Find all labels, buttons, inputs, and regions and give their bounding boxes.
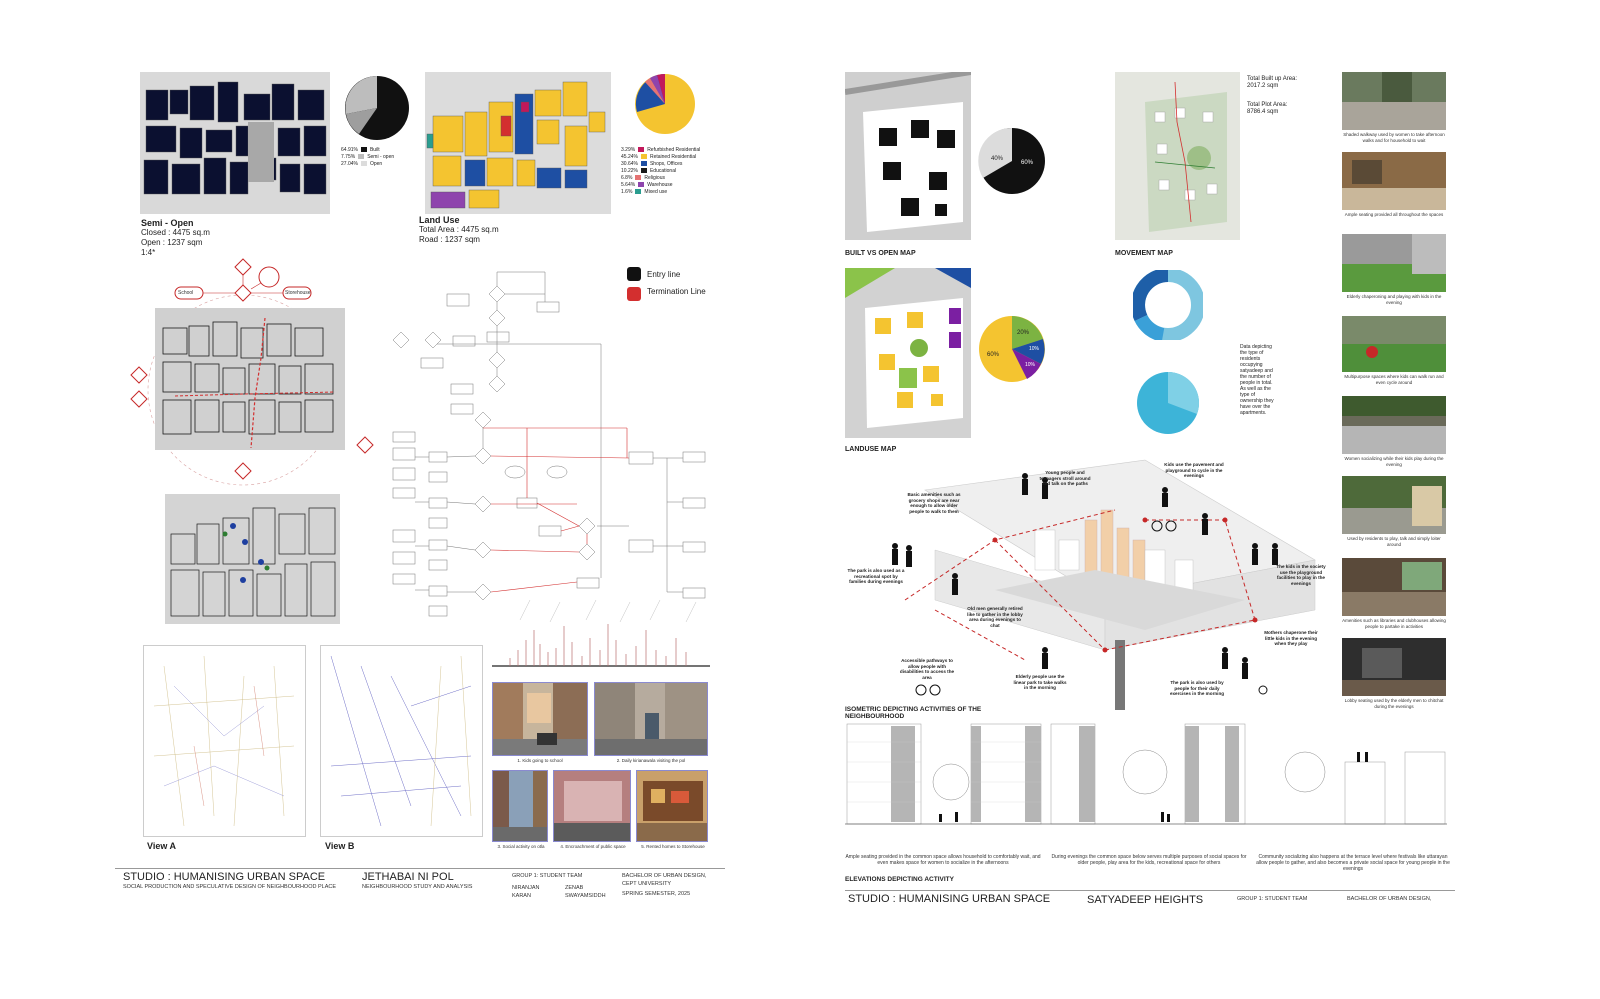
total-plot-text: Total Plot Area: 8786.4 sqm	[1247, 102, 1288, 115]
landuse-pie-label-4: 10%	[1025, 362, 1036, 368]
legend-swatch	[641, 161, 647, 166]
right-photo-1-image	[1342, 72, 1446, 130]
view-a-lines	[144, 646, 307, 838]
legend-pct: 27.04%	[341, 160, 358, 167]
legend-label: Shops, Offices	[649, 160, 683, 167]
semi-open-map	[140, 72, 330, 214]
view-b-sketch	[320, 645, 483, 837]
right-studio-title: STUDIO : HUMANISING URBAN SPACE	[848, 893, 1051, 905]
activity-timeline	[490, 600, 712, 680]
photo-caption-4: 4. Encroachment of public space	[560, 844, 626, 849]
right-photo-6	[1342, 476, 1446, 534]
legend-pct: 3.29%	[621, 146, 636, 153]
legend-swatch	[635, 189, 641, 194]
legend-swatch	[638, 182, 644, 187]
legend-row	[621, 188, 731, 195]
iso-annotation-9: Mothers chaperone their little kids in the evening when they play	[1264, 630, 1318, 647]
photo-encroachment-image	[554, 771, 631, 842]
ownership-pie	[1135, 370, 1201, 436]
legend-row	[621, 174, 731, 181]
elev-caption-1: Ample seating provided in the common space allows household to comfortably wait, and even makes space for women to socialize in the afternoons	[845, 854, 1041, 866]
iso-annotation-8: Elderly people use the linear park to take walks in the morning	[1013, 674, 1067, 691]
bubble-school: School	[178, 290, 194, 296]
legend-row	[621, 167, 731, 174]
legend-label: Open	[369, 160, 383, 167]
left-school-2: CEPT UNIVERSITY	[622, 881, 672, 887]
photo-social-otla	[492, 770, 548, 842]
legend-label: Retained Residential	[649, 153, 697, 160]
built-pie-label-1: 40%	[991, 156, 1004, 162]
iso-annotation-4: The park is also used as a recreational spot by families during evenings	[847, 568, 905, 585]
legend-pct: 7.75%	[341, 153, 356, 160]
right-school: BACHELOR OF URBAN DESIGN,	[1347, 896, 1432, 902]
right-photo-caption-5: Women socializing while their kids play during the evening	[1344, 456, 1444, 467]
right-photo-2-image	[1342, 152, 1446, 210]
land-use-total: Total Area : 4475 sq.m	[419, 225, 499, 234]
land-use-road: Road : 1237 sqm	[419, 235, 480, 244]
legend-pct: 10.22%	[621, 167, 638, 174]
view-b-lines	[321, 646, 484, 838]
legend-swatch	[635, 175, 641, 180]
right-photo-caption-4: Multipurpose spaces where kids can walk run and even cycle around	[1344, 374, 1444, 385]
view-b-label: View B	[325, 841, 355, 851]
legend-swatch	[638, 147, 644, 152]
left-member-4: SWAYAMSIDDH	[565, 893, 606, 899]
termination-line-label: Termination Line	[647, 287, 706, 296]
right-photo-1	[1342, 72, 1446, 130]
flowchart	[377, 262, 707, 622]
legend-swatch	[361, 147, 367, 152]
land-use-map	[425, 72, 611, 214]
left-semester: SPRING SEMESTER, 2025	[622, 891, 691, 897]
left-project-subtitle: NEIGHBOURHOOD STUDY AND ANALYSIS	[362, 884, 473, 890]
entry-line-label: Entry line	[647, 269, 681, 279]
photo-kids-school	[492, 682, 588, 756]
street-network-graphic	[155, 308, 345, 450]
right-photo-6-image	[1342, 476, 1446, 534]
photo-kids-school-image	[493, 683, 588, 756]
left-member-1: NIRANJAN	[512, 885, 540, 891]
photo-daily-kirianawala-image	[595, 683, 708, 756]
land-use-pie	[633, 72, 697, 136]
view-a-label: View A	[147, 841, 177, 851]
right-project-title: SATYADEEP HEIGHTS	[1087, 894, 1204, 906]
right-photo-7-image	[1342, 558, 1446, 616]
view-a-sketch	[143, 645, 306, 837]
photo-caption-1: 1. Kids going to school	[517, 758, 563, 763]
street-network-map	[155, 308, 345, 450]
iso-annotation-5: Old men generally retired like to gather in the lobby area during evenings to chat	[967, 606, 1023, 628]
built-pie-label-2: 60%	[1021, 160, 1034, 166]
left-studio-subtitle: SOCIAL PRODUCTION AND SPECULATIVE DESIGN OF NEIGHBOURHOOD PLACE	[123, 884, 337, 890]
photo-caption-2: 2. Daily kirianawala visiting the pol	[616, 758, 686, 763]
left-sheet	[115, 60, 735, 920]
built-vs-open-graphic	[845, 72, 971, 240]
iso-annotation-2: Kids use the pavement and playground to cycle in the evenings	[1164, 462, 1224, 479]
landuse-map	[845, 268, 971, 438]
data-note: Data depicting the type of residents occupying satyadeep and the number of people in total. As well as the type of ownership they have over the apartments.	[1240, 344, 1274, 416]
legend-row	[341, 146, 421, 153]
legend-label: Mixed use	[644, 188, 668, 195]
right-group-label: GROUP 1: STUDENT TEAM	[1237, 896, 1308, 902]
bubble-storehouse: Storehouse	[285, 290, 311, 296]
left-member-3: KARAN	[512, 893, 531, 899]
right-photo-caption-2: Ample seating provided all throughout the spaces	[1344, 212, 1444, 217]
legend-pct: 64.91%	[341, 146, 358, 153]
right-photo-8	[1342, 638, 1446, 696]
right-photo-5-image	[1342, 396, 1446, 454]
movement-map-label: MOVEMENT MAP	[1115, 250, 1173, 257]
activity-map	[165, 494, 340, 624]
elev-caption-2: During evenings the common space below serves multiple purposes of social spaces for older people, play area for the kids, recreational space for others	[1051, 854, 1247, 866]
right-photo-caption-8: Lobby seating used by the elderly men to chitchat during the evenings	[1344, 698, 1444, 709]
photo-rented-homes	[636, 770, 708, 842]
right-photo-8-image	[1342, 638, 1446, 696]
legend-swatch	[358, 154, 364, 159]
right-photo-3	[1342, 234, 1446, 292]
semi-open-pie	[343, 74, 411, 142]
land-use-legend	[621, 146, 731, 195]
semi-open-map-graphic	[140, 72, 330, 214]
landuse-pie-label-1: 20%	[1017, 330, 1030, 336]
semi-open-scale: 1:4*	[141, 248, 156, 257]
built-vs-open-pie	[977, 126, 1047, 196]
legend-swatch	[641, 154, 647, 159]
legend-swatch	[641, 168, 647, 173]
iso-annotation-10: The park is also used by people for their daily exercises in the morning	[1169, 680, 1225, 697]
movement-map	[1115, 72, 1240, 240]
semi-open-open: Open : 1237 sqm	[141, 238, 203, 247]
right-photo-4	[1342, 316, 1446, 372]
photo-caption-3: 3. Social activity on otla	[497, 844, 545, 849]
right-photo-3-image	[1342, 234, 1446, 292]
right-photo-caption-1: Shaded walkway used by women to take afternoon walks and for household to wait	[1343, 132, 1445, 143]
legend-label: Religious	[644, 174, 665, 181]
left-studio-title: STUDIO : HUMANISING URBAN SPACE	[123, 871, 326, 883]
legend-pct: 5.64%	[621, 181, 636, 188]
legend-label: Warehouse	[647, 181, 673, 188]
right-photo-caption-3: Elderly chaperoning and playing with kids in the evening	[1346, 294, 1442, 305]
legend-row	[621, 146, 731, 153]
left-group-label: GROUP 1: STUDENT TEAM	[512, 873, 583, 879]
right-photo-caption-7: Amenities such as libraries and clubhouses allowing people to partake in activities	[1342, 618, 1446, 629]
landuse-pie-label-2: 60%	[987, 352, 1000, 358]
left-member-2: ZENAB	[565, 885, 584, 891]
landuse-pie-label-3: 10%	[1029, 346, 1040, 352]
semi-open-closed: Closed : 4475 sq.m	[141, 228, 210, 237]
legend-row	[621, 160, 731, 167]
right-photo-5	[1342, 396, 1446, 454]
legend-pct: 6.8%	[621, 174, 633, 181]
legend-pct: 1.6%	[621, 188, 633, 195]
photo-social-otla-image	[493, 771, 548, 842]
right-photo-7	[1342, 558, 1446, 616]
legend-row	[621, 153, 731, 160]
iso-title: ISOMETRIC DEPICTING ACTIVITIES OF THE NEIGHBOURHOOD	[845, 706, 982, 720]
iso-annotation-7: Accessible pathways to allow people with disabilities to access the area	[899, 658, 955, 680]
legend-label: Semi - open	[367, 153, 395, 160]
right-photo-4-image	[1342, 316, 1446, 372]
right-photo-caption-6: Used by residents to play, talk and simply loiter around	[1347, 536, 1441, 547]
photo-encroachment	[553, 770, 631, 842]
activity-map-graphic	[165, 494, 340, 624]
movement-map-graphic	[1115, 72, 1240, 240]
legend-row	[621, 181, 731, 188]
land-use-map-graphic	[425, 72, 611, 214]
legend-label: Educational	[649, 167, 677, 174]
legend-label: Refurbished Residential	[647, 146, 701, 153]
legend-row	[341, 153, 421, 160]
right-footer-divider	[845, 890, 1455, 891]
land-use-title: Land Use	[419, 215, 460, 225]
left-school-1: BACHELOR OF URBAN DESIGN,	[622, 873, 707, 879]
left-footer-divider	[115, 868, 725, 869]
built-vs-open-map	[845, 72, 971, 240]
residents-donut	[1133, 270, 1203, 340]
elevations-drawing	[845, 722, 1447, 842]
elev-caption-3: Community socializing also happens at the terrace level where festivals like uttarayan allow people to gather, and also becomes a private social space for young people in the evenings	[1256, 854, 1450, 872]
legend-label: Built	[369, 146, 380, 153]
left-project-title: JETHABAI NI POL	[362, 871, 454, 883]
right-photo-2	[1342, 152, 1446, 210]
legend-row	[341, 160, 421, 167]
total-built-text: Total Built up Area: 2017.2 sqm	[1247, 76, 1298, 89]
iso-annotation-3: Basic amenities such as grocery shops are near enough to allow older people to walk to them	[907, 492, 961, 514]
landuse-map-graphic	[845, 268, 971, 438]
semi-open-caption	[141, 218, 210, 258]
legend-pct: 30.64%	[621, 160, 638, 167]
landuse-map-label: LANDUSE MAP	[845, 446, 897, 453]
semi-open-legend	[341, 146, 421, 167]
photo-caption-5: 5. Rented homes to Storehouse	[641, 844, 705, 849]
semi-open-title: Semi - Open	[141, 218, 194, 228]
elev-title: ELEVATIONS DEPICTING ACTIVITY	[845, 876, 954, 883]
iso-annotation-1: Young people and teenagers stroll around and talk on the paths	[1039, 470, 1091, 487]
iso-annotation-6: The kids in the society use the playground facilities to play in the evenings	[1276, 564, 1326, 586]
built-vs-open-label: BUILT VS OPEN MAP	[845, 250, 916, 257]
photo-rented-homes-image	[637, 771, 708, 842]
land-use-caption	[419, 215, 499, 245]
legend-pct: 45.24%	[621, 153, 638, 160]
legend-swatch	[361, 161, 367, 166]
photo-daily-kirianawala	[594, 682, 708, 756]
